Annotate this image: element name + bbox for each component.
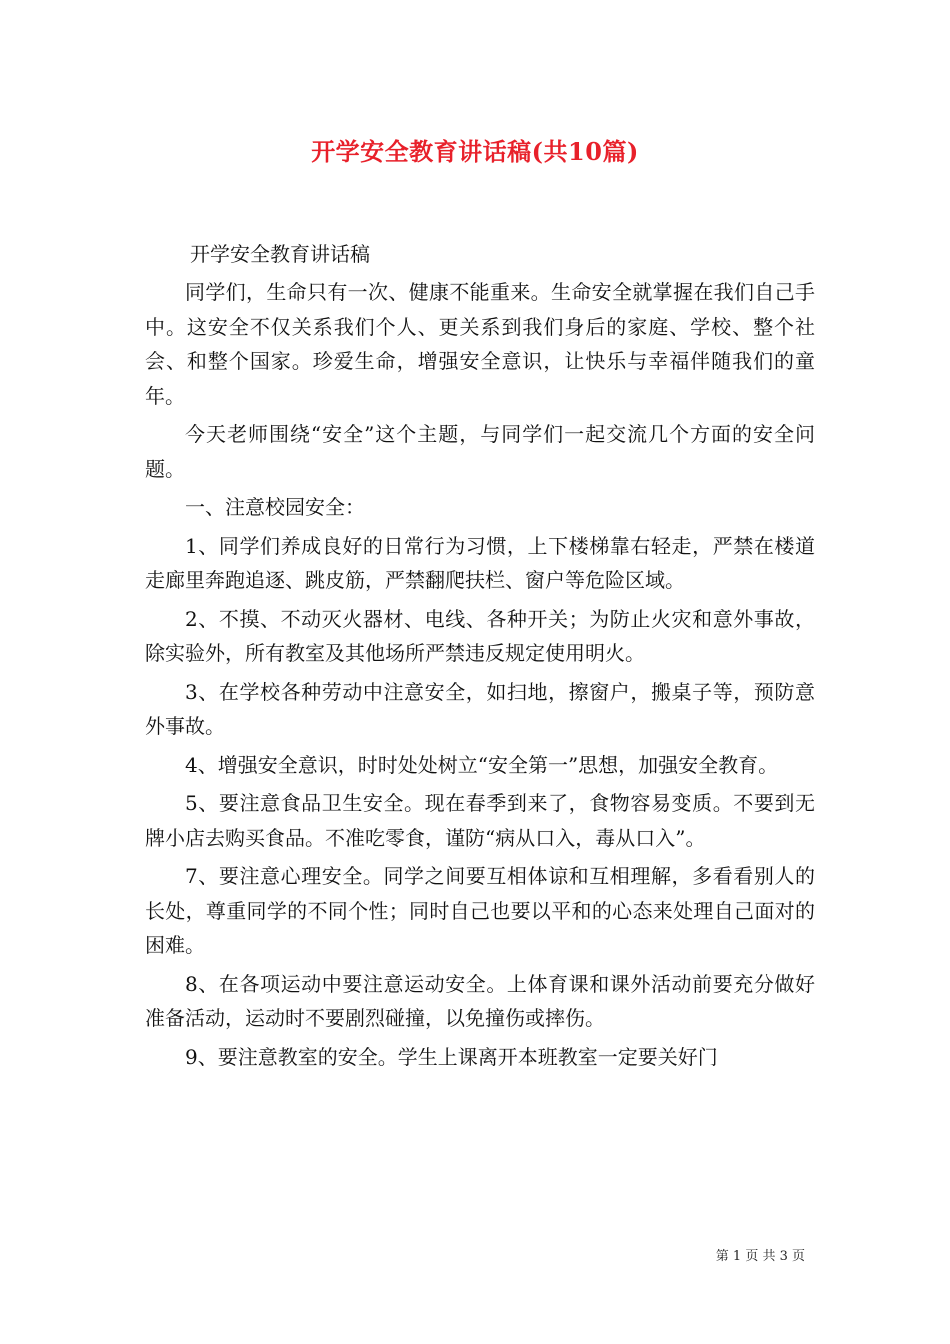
paragraph: 同学们，生命只有一次、健康不能重来。生命安全就掌握在我们自己手中。这安全不仅关系我们个人、更关系到我们身后的家庭、学校、整个社会、和整个国家。珍爱生命，增强安全意识，让快乐与幸福伴随我们的童年。	[145, 280, 815, 408]
page-title: 开学安全教育讲话稿(共10篇)	[311, 137, 639, 166]
list-item: 5、要注意食品卫生安全。现在春季到来了，食物容易变质。不要到无牌小店去购买食品。不准吃零食，谨防“病从口入，毒从口入”。	[145, 791, 815, 850]
list-item: 2、不摸、不动灭火器材、电线、各种开关；为防止火灾和意外事故，除实验外，所有教室及其他场所严禁违反规定使用明火。	[145, 606, 815, 665]
list-item: 9、要注意教室的安全。学生上课离开本班教室一定要关好门	[185, 1044, 718, 1069]
list-item: 4、增强安全意识，时时处处树立“安全第一”思想，加强安全教育。	[185, 752, 779, 777]
list-item: 1、同学们养成良好的日常行为习惯，上下楼梯靠右轻走，严禁在楼道走廊里奔跑追逐、跳皮筋，严禁翻爬扶栏、窗户等危险区域。	[145, 533, 815, 592]
page-number: 第 1 页 共 3 页	[715, 1249, 805, 1264]
list-item: 3、在学校各种劳动中注意安全，如扫地，擦窗户，搬桌子等，预防意外事故。	[145, 679, 815, 738]
list-item: 8、在各项运动中要注意运动安全。上体育课和课外活动前要充分做好准备活动，运动时不要剧烈碰撞，以免撞伤或摔伤。	[145, 971, 815, 1030]
list-item: 7、要注意心理安全。同学之间要互相体谅和互相理解，多看看别人的长处，尊重同学的不同个性；同时自己也要以平和的心态来处理自己面对的困难。	[145, 864, 815, 957]
paragraph: 今天老师围绕“安全”这个主题，与同学们一起交流几个方面的安全问题。	[145, 422, 815, 481]
document-heading: 开学安全教育讲话稿	[190, 242, 370, 266]
document-body	[145, 239, 815, 1078]
section-heading: 一、注意校园安全：	[185, 495, 365, 519]
